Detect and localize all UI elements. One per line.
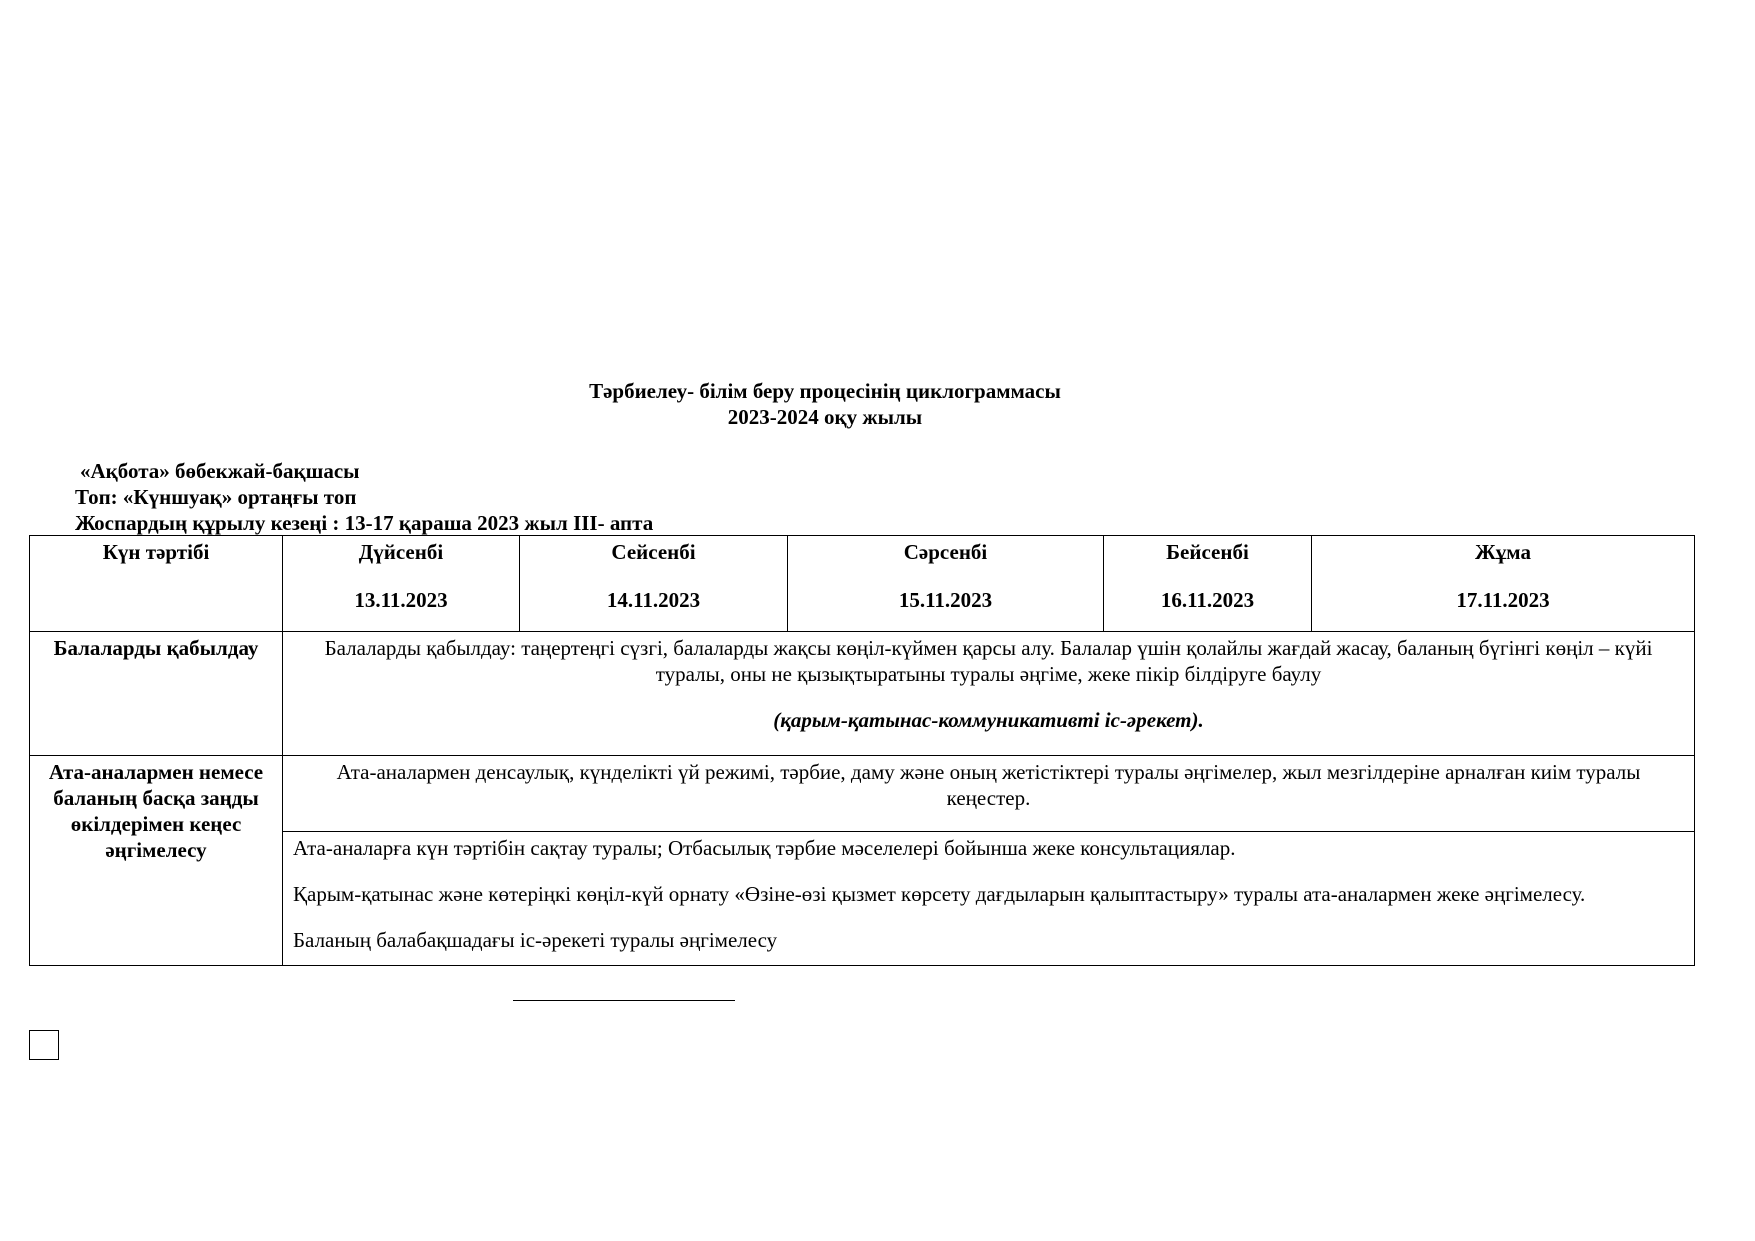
plan-period: Жоспардың құрылу кезеңі : 13-17 қараша 2023 жыл ІІІ- апта xyxy=(75,511,654,535)
column-label: Дүйсенбі xyxy=(358,540,444,564)
column-label: Жұма xyxy=(1475,540,1531,564)
kindergarten-name: «Ақбота» бөбекжай-бақшасы xyxy=(80,459,360,483)
column-label: Бейсенбі xyxy=(1166,540,1249,564)
column-date: 14.11.2023 xyxy=(606,588,701,612)
column-label: Күн тәртібі xyxy=(102,540,210,564)
parents-consultation-list xyxy=(283,832,1695,966)
table-header-row xyxy=(30,536,1695,632)
parents-general-text: Ата-аналармен денсаулық, күнделікті үй режимі, тәрбие, даму және оның жетістіктері туралы әңгімелер, жыл мезгілдеріне арналған киім туралы кеңестер. xyxy=(283,756,1695,832)
reception-text: Балаларды қабылдау: таңертеңгі сүзгі, балаларды жақсы көңіл-күймен қарсы алу. Балалар үшін қолайлы жағдай жасау, баланың бүгінгі көңіл – күйі туралы, оны не қызықтыратыны туралы әңгіме, жеке пікір білдіруге баулу xyxy=(324,636,1653,686)
document-title: Тәрбиелеу- білім беру процесінің циклограммасы xyxy=(589,379,1061,403)
schedule-table xyxy=(29,535,1695,966)
list-item: Қарым-қатынас және көтеріңкі көңіл-күй орнату «Өзіне-өзі қызмет көрсету дағдыларын қалыптастыру» туралы ата-аналармен жеке әңгімелесу. xyxy=(293,882,1586,906)
column-header-wednesday xyxy=(788,536,1104,632)
row-label-parents: Ата-аналармен немесе баланың басқа заңды өкілдерімен кеңес әңгімелесу xyxy=(30,756,283,966)
table-row-reception xyxy=(30,632,1695,756)
list-item: Баланың балабақшадағы іс-әрекеті туралы әңгімелесу xyxy=(293,928,778,952)
academic-year: 2023-2024 оқу жылы xyxy=(727,405,923,429)
column-header-tuesday xyxy=(520,536,788,632)
column-date: 13.11.2023 xyxy=(354,588,448,612)
reception-description xyxy=(283,632,1695,756)
column-header-monday xyxy=(283,536,520,632)
column-header-friday xyxy=(1312,536,1695,632)
column-label: Сәрсенбі xyxy=(903,540,988,564)
column-header-daily-routine xyxy=(30,536,283,632)
column-date: 15.11.2023 xyxy=(898,588,993,612)
column-date: 17.11.2023 xyxy=(1456,588,1550,612)
list-item: Ата-аналарға күн тәртібін сақтау туралы; Отбасылық тәрбие мәселелері бойынша жеке консультациялар. xyxy=(293,836,1236,860)
table-row-parents-general xyxy=(30,756,1695,832)
checkbox[interactable] xyxy=(29,1030,59,1060)
column-label: Сейсенбі xyxy=(611,540,696,564)
reception-activity-type: (қарым-қатынас-коммуникативті іс-әрекет). xyxy=(773,708,1204,732)
column-date: 16.11.2023 xyxy=(1160,588,1255,612)
row-label-reception: Балаларды қабылдау xyxy=(30,632,283,756)
column-header-thursday xyxy=(1104,536,1312,632)
underline-mark xyxy=(513,1000,735,1001)
group-name: Топ: «Күншуақ» ортаңғы топ xyxy=(75,485,357,509)
